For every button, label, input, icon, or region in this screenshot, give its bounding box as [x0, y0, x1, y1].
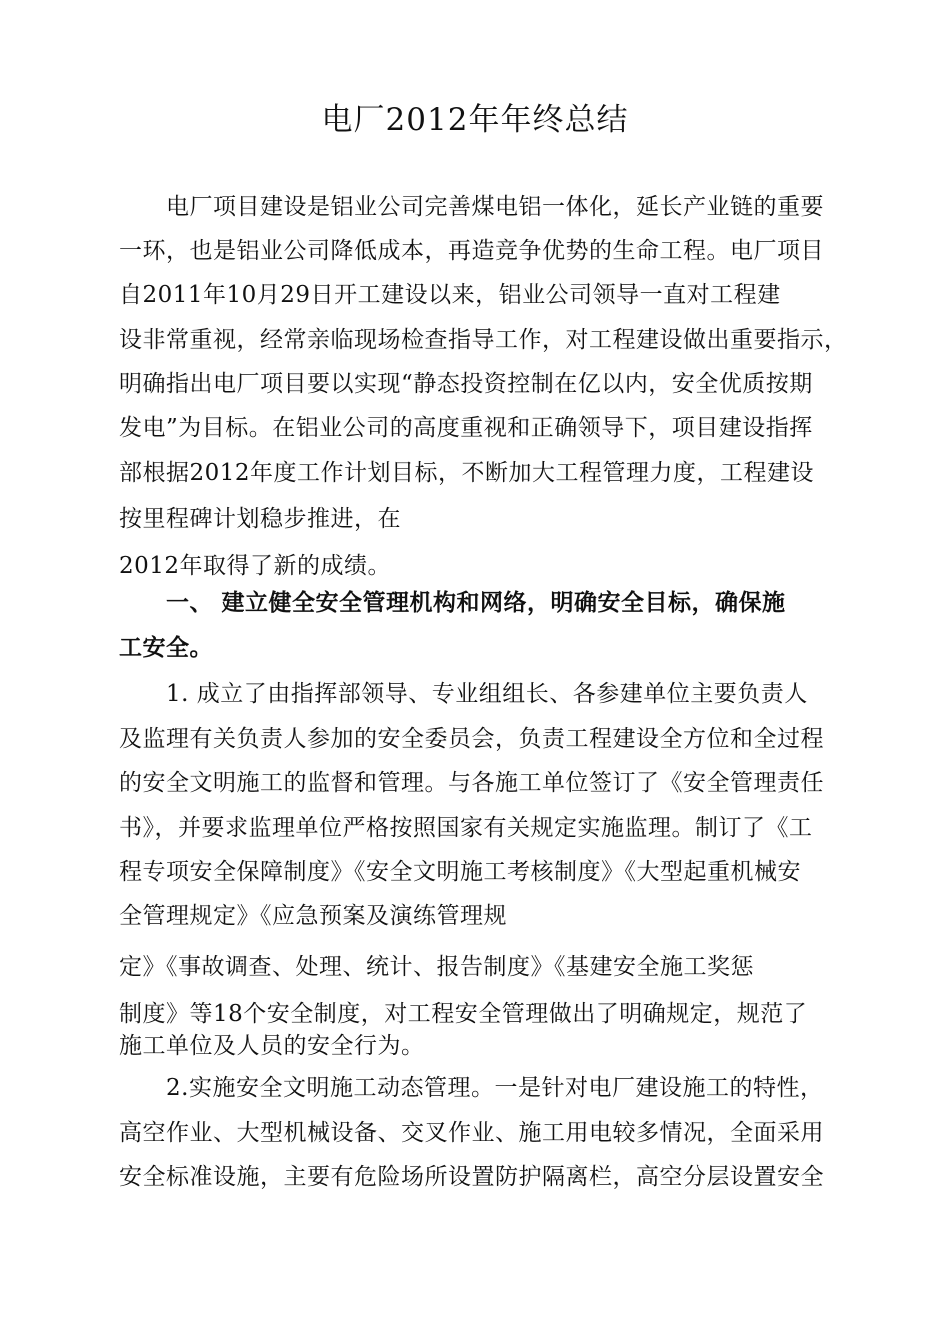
paragraph-line: 发电”为目标。在铝业公司的高度重视和正确领导下，项目建设指挥 — [119, 415, 813, 441]
paragraph-line: 定》《事故调查、处理、统计、报告制度》《基建安全施工奖惩 — [119, 954, 754, 980]
paragraph-line: 自2011年10月29日开工建设以来，铝业公司领导一直对工程建 — [119, 282, 781, 308]
paragraph-line: 2012年取得了新的成绩。 — [119, 553, 392, 579]
paragraph-line: 高空作业、大型机械设备、交叉作业、施工用电较多情况，全面采用 — [119, 1120, 824, 1146]
paragraph-line: 明确指出电厂项目要以实现“静态投资控制在亿以内，安全优质按期 — [119, 371, 813, 397]
paragraph-line: 按里程碑计划稳步推进，在 — [119, 506, 401, 532]
paragraph-line: 安全标准设施，主要有危险场所设置防护隔离栏，高空分层设置安全 — [119, 1164, 824, 1190]
paragraph-line: 及监理有关负责人参加的安全委员会，负责工程建设全方位和全过程 — [119, 726, 824, 752]
paragraph-line: 书》，并要求监理单位严格按照国家有关规定实施监理。制订了《工 — [119, 815, 813, 841]
section-heading-line: 一、 建立健全安全管理机构和网络，明确安全目标，确保施 — [166, 589, 786, 616]
paragraph-line: 设非常重视，经常亲临现场检查指导工作，对工程建设做出重要指示， — [119, 327, 848, 353]
document-title: 电厂2012年年终总结 — [321, 102, 629, 138]
paragraph-line: 全管理规定》《应急预案及演练管理规 — [119, 903, 507, 929]
paragraph-line: 2.实施安全文明施工动态管理。一是针对电厂建设施工的特性， — [166, 1075, 824, 1101]
paragraph-line: 的安全文明施工的监督和管理。与各施工单位签订了《安全管理责任 — [119, 770, 824, 796]
paragraph-line: 制度》等18个安全制度，对工程安全管理做出了明确规定，规范了 — [119, 1001, 808, 1027]
paragraph-line: 一环，也是铝业公司降低成本，再造竞争优势的生命工程。电厂项目 — [119, 238, 824, 264]
section-heading-line: 工安全。 — [119, 634, 213, 661]
paragraph-line: 1. 成立了由指挥部领导、专业组组长、各参建单位主要负责人 — [166, 681, 808, 707]
paragraph-line: 施工单位及人员的安全行为。 — [119, 1033, 425, 1059]
paragraph-line: 部根据2012年度工作计划目标，不断加大工程管理力度，工程建设 — [119, 460, 815, 486]
paragraph-line: 电厂项目建设是铝业公司完善煤电铝一体化，延长产业链的重要 — [166, 194, 824, 220]
paragraph-line: 程专项安全保障制度》《安全文明施工考核制度》《大型起重机械安 — [119, 859, 801, 885]
